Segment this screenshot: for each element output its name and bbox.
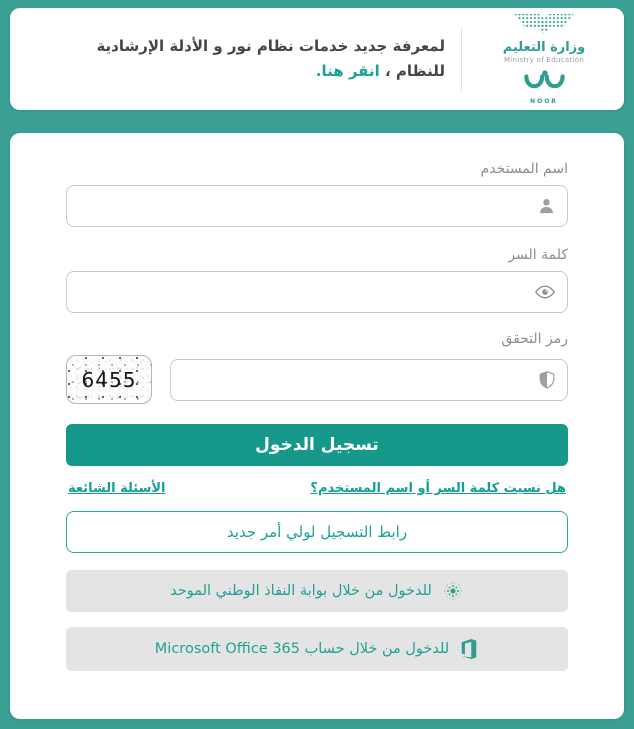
- office365-button-label: للدخول من خلال حساب Microsoft Office 365: [154, 641, 450, 657]
- nafath-icon: [442, 580, 464, 602]
- nafath-button-label: للدخول من خلال بوابة النفاذ الوطني الموحد: [170, 583, 432, 599]
- new-guardian-register-button[interactable]: رابط التسجيل لولي أمر جديد: [66, 511, 568, 553]
- person-icon: [537, 197, 556, 216]
- click-here-link[interactable]: انقر هنا.: [315, 62, 380, 80]
- password-label: كلمة السر: [508, 247, 568, 263]
- password-field-wrap: [66, 271, 568, 313]
- shield-icon: [538, 369, 556, 390]
- announcement-text: [40, 34, 445, 85]
- login-button[interactable]: تسجيل الدخول: [66, 424, 568, 466]
- ministry-title: وزارة التعليم: [502, 40, 586, 55]
- header-divider: [461, 27, 462, 91]
- captcha-field-wrap: [170, 359, 568, 401]
- username-label: اسم المستخدم: [480, 161, 568, 177]
- announcement-line2: للنظام ،: [379, 62, 445, 80]
- login-card: [10, 133, 624, 719]
- noor-logo-label: NOOR: [530, 98, 558, 105]
- password-input[interactable]: [66, 271, 568, 313]
- username-field-wrap: [66, 185, 568, 227]
- eye-icon[interactable]: [534, 281, 556, 303]
- captcha-label: رمز التحقق: [501, 331, 568, 347]
- ministry-noor-logo-block: [478, 13, 610, 105]
- nafath-login-button[interactable]: [66, 570, 568, 612]
- captcha-input[interactable]: [170, 359, 568, 401]
- ministry-subtitle: Ministry of Education: [503, 56, 585, 64]
- username-input[interactable]: [66, 185, 568, 227]
- office365-icon: [459, 638, 479, 660]
- ministry-emblem-icon: [513, 13, 575, 39]
- forgot-credentials-link[interactable]: هل نسيت كلمة السر أو اسم المستخدم؟: [310, 481, 566, 496]
- noor-logo-icon: [521, 69, 567, 98]
- header-card: [10, 8, 624, 110]
- captcha-row: [66, 355, 568, 404]
- faq-link[interactable]: الأسئلة الشائعة: [68, 481, 166, 496]
- links-row: [66, 481, 568, 496]
- office365-login-button[interactable]: [66, 627, 568, 671]
- announcement-line1: لمعرفة جديد خدمات نظام نور و الأدلة الإرشادية: [96, 36, 445, 55]
- captcha-image: 6455: [66, 355, 152, 404]
